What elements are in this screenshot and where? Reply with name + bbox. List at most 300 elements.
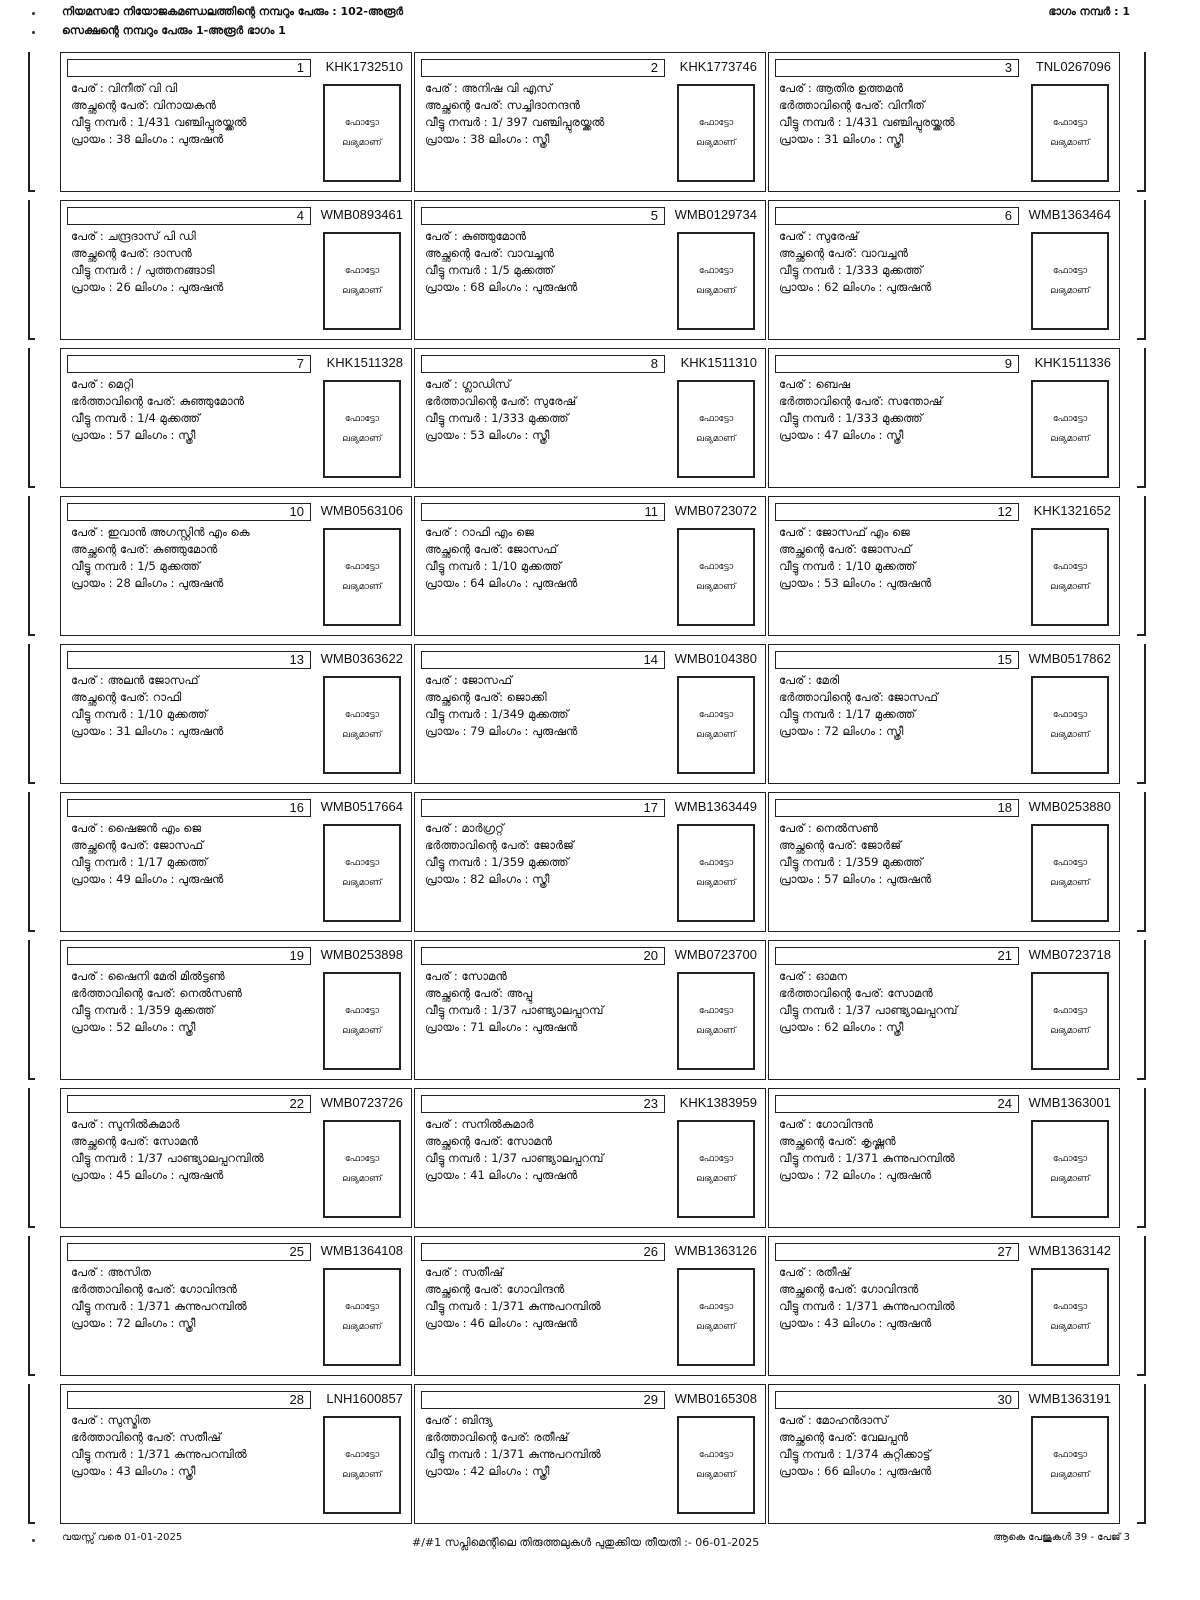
house-number: വീട്ടു നമ്പർ : 1/37 പാണ്ട്യാലപ്പറമ്പ് — [425, 1151, 604, 1165]
margin-dot — [32, 1539, 35, 1542]
epic-id: WMB0893461 — [320, 207, 403, 222]
photo-available-label: ലഭ്യമാണ് — [342, 1322, 382, 1332]
row-bracket-right — [1144, 792, 1146, 932]
epic-id: KHK1383959 — [679, 1095, 757, 1110]
photo-placeholder — [1031, 528, 1109, 626]
row-bracket-left — [28, 644, 30, 784]
age-gender: പ്രായം : 38 ലിംഗം : പുരുഷൻ — [71, 132, 224, 146]
photo-available-label: ലഭ്യമാണ് — [696, 434, 736, 444]
voter-card — [768, 1236, 1120, 1376]
photo-placeholder — [1031, 676, 1109, 774]
photo-label: ഫോട്ടോ — [1052, 1006, 1088, 1016]
voter-name: പേര് : സോമൻ — [425, 969, 507, 983]
photo-available-label: ലഭ്യമാണ് — [1050, 286, 1090, 296]
row-bracket-left — [28, 348, 30, 488]
voter-card — [414, 496, 766, 636]
photo-label: ഫോട്ടോ — [1052, 266, 1088, 276]
row-bracket-tick — [1137, 930, 1144, 932]
serial-number: 2 — [421, 59, 665, 77]
voter-name: പേര് : ചന്ദ്രദാസ് പി ഡി — [71, 229, 196, 243]
epic-id: KHK1773746 — [679, 59, 757, 74]
photo-placeholder — [323, 824, 401, 922]
relation-name: ഭർത്താവിന്റെ പേര്: ജോസഫ് — [779, 690, 938, 704]
photo-label: ഫോട്ടോ — [1052, 1154, 1088, 1164]
voter-name: പേര് : മോഹൻദാസ് — [779, 1413, 888, 1427]
voter-card — [768, 52, 1120, 192]
photo-label: ഫോട്ടോ — [698, 414, 734, 424]
photo-label: ഫോട്ടോ — [344, 858, 380, 868]
relation-name: ഭർത്താവിന്റെ പേര്: ജോർജ് — [425, 838, 574, 852]
voter-name: പേര് : വിനീത് വി വി — [71, 81, 178, 95]
photo-label: ഫോട്ടോ — [344, 1450, 380, 1460]
serial-number: 22 — [67, 1095, 311, 1113]
photo-available-label: ലഭ്യമാണ് — [342, 730, 382, 740]
voter-name: പേര് : മെറ്റി — [71, 377, 134, 391]
photo-placeholder — [677, 380, 755, 478]
serial-number: 26 — [421, 1243, 665, 1261]
serial-number: 18 — [775, 799, 1019, 817]
photo-placeholder — [677, 824, 755, 922]
epic-id: WMB0253898 — [320, 947, 403, 962]
house-number: വീട്ടു നമ്പർ : 1/359 മുക്കത്ത് — [425, 855, 569, 869]
age-gender: പ്രായം : 52 ലിംഗം : സ്ത്രീ — [71, 1020, 196, 1034]
voter-card — [414, 52, 766, 192]
house-number: വീട്ടു നമ്പർ : 1/371 കുന്നുപറമ്പിൽ — [779, 1299, 955, 1313]
photo-label: ഫോട്ടോ — [698, 710, 734, 720]
age-gender: പ്രായം : 72 ലിംഗം : പുരുഷൻ — [779, 1168, 932, 1182]
age-gender: പ്രായം : 68 ലിംഗം : പുരുഷൻ — [425, 280, 578, 294]
row-bracket-right — [1144, 52, 1146, 192]
voter-name: പേര് : ഷൈനി മേരി മിൽട്ടൺ — [71, 969, 225, 983]
serial-number: 28 — [67, 1391, 311, 1409]
photo-label: ഫോട്ടോ — [698, 1154, 734, 1164]
voter-name: പേര് : ഗ്ലാഡിസ് — [425, 377, 511, 391]
row-bracket-left — [28, 1088, 30, 1228]
photo-placeholder — [323, 1416, 401, 1514]
serial-number: 17 — [421, 799, 665, 817]
serial-number: 12 — [775, 503, 1019, 521]
relation-name: അച്ഛന്റെ പേര്: കൃഷ്ണൻ — [779, 1134, 896, 1148]
voter-name: പേര് : ഓമന — [779, 969, 848, 983]
house-number: വീട്ടു നമ്പർ : 1/359 മുക്കത്ത് — [779, 855, 923, 869]
photo-available-label: ലഭ്യമാണ് — [342, 878, 382, 888]
epic-id: WMB1363001 — [1028, 1095, 1111, 1110]
voter-card — [60, 644, 412, 784]
photo-available-label: ലഭ്യമാണ് — [696, 730, 736, 740]
photo-placeholder — [1031, 1416, 1109, 1514]
voter-card — [768, 1088, 1120, 1228]
epic-id: WMB0363622 — [320, 651, 403, 666]
voter-name: പേര് : ബിന്ദ്യ — [425, 1413, 493, 1427]
photo-placeholder — [1031, 1120, 1109, 1218]
voter-card — [60, 52, 412, 192]
house-number: വീട്ടു നമ്പർ : 1/5 മുക്കത്ത് — [425, 263, 554, 277]
epic-id: WMB1363464 — [1028, 207, 1111, 222]
photo-placeholder — [677, 1120, 755, 1218]
relation-name: ഭർത്താവിന്റെ പേര്: ഗോവിന്ദൻ — [71, 1282, 237, 1296]
serial-number: 16 — [67, 799, 311, 817]
relation-name: ഭർത്താവിന്റെ പേര്: കുഞ്ഞുമോൻ — [71, 394, 245, 408]
house-number: വീട്ടു നമ്പർ : 1/349 മുക്കത്ത് — [425, 707, 569, 721]
epic-id: WMB0104380 — [674, 651, 757, 666]
photo-label: ഫോട്ടോ — [698, 118, 734, 128]
epic-id: WMB1363126 — [674, 1243, 757, 1258]
voter-card — [414, 1088, 766, 1228]
house-number: വീട്ടു നമ്പർ : 1/371 കുന്നുപറമ്പിൽ — [779, 1151, 955, 1165]
serial-number: 21 — [775, 947, 1019, 965]
photo-placeholder — [677, 1416, 755, 1514]
voter-card — [768, 348, 1120, 488]
photo-available-label: ലഭ്യമാണ് — [1050, 434, 1090, 444]
relation-name: അച്ഛന്റെ പേര്: ദാസൻ — [71, 246, 192, 260]
photo-label: ഫോട്ടോ — [1052, 414, 1088, 424]
age-gender: പ്രായം : 53 ലിംഗം : സ്ത്രീ — [425, 428, 550, 442]
photo-available-label: ലഭ്യമാണ് — [342, 286, 382, 296]
photo-label: ഫോട്ടോ — [1052, 858, 1088, 868]
house-number: വീട്ടു നമ്പർ : 1/17 മുക്കത്ത് — [779, 707, 916, 721]
voter-name: പേര് : നെൽസൺ — [779, 821, 878, 835]
row-bracket-tick — [28, 782, 35, 784]
serial-number: 11 — [421, 503, 665, 521]
photo-label: ഫോട്ടോ — [698, 562, 734, 572]
voter-card — [414, 940, 766, 1080]
relation-name: അച്ഛന്റെ പേര്: ജോർജ് — [779, 838, 902, 852]
photo-available-label: ലഭ്യമാണ് — [696, 286, 736, 296]
row-bracket-right — [1144, 1088, 1146, 1228]
voter-card — [414, 348, 766, 488]
serial-number: 23 — [421, 1095, 665, 1113]
photo-available-label: ലഭ്യമാണ് — [696, 582, 736, 592]
serial-number: 6 — [775, 207, 1019, 225]
serial-number: 10 — [67, 503, 311, 521]
photo-available-label: ലഭ്യമാണ് — [1050, 730, 1090, 740]
voter-card — [60, 1384, 412, 1524]
epic-id: WMB1363449 — [674, 799, 757, 814]
voter-card — [60, 1088, 412, 1228]
row-bracket-tick — [28, 190, 35, 192]
house-number: വീട്ടു നമ്പർ : 1/37 പാണ്ട്യാലപ്പറമ്പ് — [425, 1003, 604, 1017]
epic-id: WMB0563106 — [320, 503, 403, 518]
age-gender: പ്രായം : 46 ലിംഗം : പുരുഷൻ — [425, 1316, 578, 1330]
serial-number: 14 — [421, 651, 665, 669]
photo-label: ഫോട്ടോ — [1052, 562, 1088, 572]
photo-placeholder — [1031, 84, 1109, 182]
photo-placeholder — [1031, 1268, 1109, 1366]
epic-id: WMB0723072 — [674, 503, 757, 518]
row-bracket-tick — [1137, 338, 1144, 340]
house-number: വീട്ടു നമ്പർ : 1/5 മുക്കത്ത് — [71, 559, 200, 573]
photo-label: ഫോട്ടോ — [344, 1154, 380, 1164]
row-bracket-left — [28, 792, 30, 932]
photo-available-label: ലഭ്യമാണ് — [342, 434, 382, 444]
serial-number: 8 — [421, 355, 665, 373]
relation-name: അച്ഛന്റെ പേര്: വാവച്ചൻ — [425, 246, 554, 260]
relation-name: അച്ഛന്റെ പേര്: ഗോവിന്ദൻ — [425, 1282, 565, 1296]
row-bracket-right — [1144, 496, 1146, 636]
voter-name: പേര് : സുനിൽകുമാർ — [71, 1117, 180, 1131]
serial-number: 30 — [775, 1391, 1019, 1409]
voter-card — [60, 348, 412, 488]
age-gender: പ്രായം : 26 ലിംഗം : പുരുഷൻ — [71, 280, 224, 294]
serial-number: 3 — [775, 59, 1019, 77]
photo-label: ഫോട്ടോ — [344, 1006, 380, 1016]
photo-placeholder — [677, 972, 755, 1070]
relation-name: അച്ഛന്റെ പേര്: അപ്പു — [425, 986, 533, 1000]
photo-available-label: ലഭ്യമാണ് — [1050, 1322, 1090, 1332]
relation-name: അച്ഛന്റെ പേര്: ഗോവിന്ദൻ — [779, 1282, 919, 1296]
voter-name: പേര് : ഗോവിന്ദൻ — [779, 1117, 874, 1131]
age-gender: പ്രായം : 49 ലിംഗം : പുരുഷൻ — [71, 872, 224, 886]
photo-label: ഫോട്ടോ — [1052, 710, 1088, 720]
row-bracket-tick — [28, 1522, 35, 1524]
voter-card — [414, 1236, 766, 1376]
relation-name: അച്ഛന്റെ പേര്: സോമൻ — [71, 1134, 199, 1148]
voter-name: പേര് : ആതിര ഉത്തമൻ — [779, 81, 904, 95]
row-bracket-left — [28, 1236, 30, 1376]
voter-name: പേര് : രതീഷ് — [779, 1265, 851, 1279]
photo-placeholder — [677, 232, 755, 330]
voter-name: പേര് : സനിൽകുമാർ — [425, 1117, 534, 1131]
voter-card — [60, 940, 412, 1080]
photo-available-label: ലഭ്യമാണ് — [696, 1322, 736, 1332]
page-counter: ആകെ പേജുകൾ 39 - പേജ് 3 — [993, 1532, 1130, 1543]
age-gender: പ്രായം : 82 ലിംഗം : സ്ത്രീ — [425, 872, 550, 886]
voter-card — [768, 644, 1120, 784]
voter-card — [414, 200, 766, 340]
row-bracket-tick — [28, 1078, 35, 1080]
serial-number: 1 — [67, 59, 311, 77]
photo-label: ഫോട്ടോ — [1052, 1302, 1088, 1312]
age-gender: പ്രായം : 38 ലിംഗം : സ്ത്രീ — [425, 132, 550, 146]
house-number: വീട്ടു നമ്പർ : 1/359 മുക്കത്ത് — [71, 1003, 215, 1017]
relation-name: ഭർത്താവിന്റെ പേര്: രതീഷ് — [425, 1430, 569, 1444]
margin-dot — [32, 31, 35, 34]
epic-id: WMB1363191 — [1028, 1391, 1111, 1406]
photo-available-label: ലഭ്യമാണ് — [696, 138, 736, 148]
serial-number: 7 — [67, 355, 311, 373]
relation-name: അച്ഛന്റെ പേര്: ജൊക്കി — [425, 690, 547, 704]
row-bracket-tick — [28, 1374, 35, 1376]
epic-id: WMB0723700 — [674, 947, 757, 962]
voter-name: പേര് : ജോസഫ് എം ജെ — [779, 525, 910, 539]
row-bracket-tick — [1137, 634, 1144, 636]
voter-card — [768, 1384, 1120, 1524]
photo-available-label: ലഭ്യമാണ് — [342, 1174, 382, 1184]
age-gender: പ്രായം : 45 ലിംഗം : പുരുഷൻ — [71, 1168, 224, 1182]
photo-placeholder — [323, 1120, 401, 1218]
epic-id: WMB0129734 — [674, 207, 757, 222]
voter-name: പേര് : അനിഷ വി എസ് — [425, 81, 552, 95]
epic-id: WMB0723718 — [1028, 947, 1111, 962]
serial-number: 25 — [67, 1243, 311, 1261]
photo-available-label: ലഭ്യമാണ് — [696, 1026, 736, 1036]
photo-placeholder — [323, 380, 401, 478]
photo-available-label: ലഭ്യമാണ് — [696, 1470, 736, 1480]
serial-number: 4 — [67, 207, 311, 225]
epic-id: KHK1321652 — [1033, 503, 1111, 518]
row-bracket-tick — [28, 1226, 35, 1228]
house-number: വീട്ടു നമ്പർ : 1/37 പാണ്ട്യാലപ്പറമ്പ് — [779, 1003, 958, 1017]
epic-id: WMB1364108 — [320, 1243, 403, 1258]
photo-available-label: ലഭ്യമാണ് — [1050, 1174, 1090, 1184]
house-number: വീട്ടു നമ്പർ : 1/371 കുന്നുപറമ്പിൽ — [425, 1447, 601, 1461]
photo-available-label: ലഭ്യമാണ് — [1050, 138, 1090, 148]
age-gender: പ്രായം : 62 ലിംഗം : സ്ത്രീ — [779, 1020, 904, 1034]
epic-id: WMB0517862 — [1028, 651, 1111, 666]
photo-label: ഫോട്ടോ — [1052, 118, 1088, 128]
photo-available-label: ലഭ്യമാണ് — [696, 878, 736, 888]
age-gender: പ്രായം : 62 ലിംഗം : പുരുഷൻ — [779, 280, 932, 294]
row-bracket-right — [1144, 644, 1146, 784]
part-number: ഭാഗം നമ്പർ : 1 — [1048, 5, 1130, 18]
voter-name: പേര് : ബെഷ — [779, 377, 851, 391]
house-number: വീട്ടു നമ്പർ : 1/371 കുന്നുപറമ്പിൽ — [71, 1299, 247, 1313]
age-gender: പ്രായം : 57 ലിംഗം : പുരുഷൻ — [779, 872, 932, 886]
serial-number: 15 — [775, 651, 1019, 669]
voter-card — [414, 792, 766, 932]
epic-id: WMB1363142 — [1028, 1243, 1111, 1258]
voter-name: പേര് : റാഫി എം ജെ — [425, 525, 534, 539]
photo-placeholder — [1031, 824, 1109, 922]
epic-id: KHK1511328 — [326, 355, 403, 370]
serial-number: 13 — [67, 651, 311, 669]
relation-name: അച്ഛന്റെ പേര്: റാഫി — [71, 690, 182, 704]
constituency-title: നിയമസഭാ നിയോജകമണ്ഡലത്തിന്റെ നമ്പറും പേരും : 102-അരൂർ — [62, 5, 404, 18]
voter-name: പേര് : ഇവാൻ അഗസ്റ്റിൻ എം കെ — [71, 525, 250, 539]
age-gender: പ്രായം : 66 ലിംഗം : പുരുഷൻ — [779, 1464, 932, 1478]
row-bracket-tick — [28, 634, 35, 636]
age-gender: പ്രായം : 72 ലിംഗം : സ്ത്രീ — [71, 1316, 196, 1330]
age-gender: പ്രായം : 47 ലിംഗം : സ്ത്രീ — [779, 428, 904, 442]
relation-name: അച്ഛന്റെ പേര്: ജോസഫ് — [425, 542, 558, 556]
age-gender: പ്രായം : 64 ലിംഗം : പുരുഷൻ — [425, 576, 578, 590]
epic-id: WMB0253880 — [1028, 799, 1111, 814]
relation-name: ഭർത്താവിന്റെ പേര്: നെൽസൺ — [71, 986, 242, 1000]
age-as-of-date: വയസ്സ് വരെ 01-01-2025 — [62, 1532, 183, 1543]
serial-number: 20 — [421, 947, 665, 965]
relation-name: അച്ഛന്റെ പേര്: കുഞ്ഞുമോൻ — [71, 542, 218, 556]
epic-id: KHK1732510 — [325, 59, 403, 74]
age-gender: പ്രായം : 31 ലിംഗം : സ്ത്രീ — [779, 132, 904, 146]
voter-card — [60, 1236, 412, 1376]
row-bracket-right — [1144, 1236, 1146, 1376]
photo-label: ഫോട്ടോ — [698, 1302, 734, 1312]
photo-label: ഫോട്ടോ — [344, 266, 380, 276]
house-number: വീട്ടു നമ്പർ : / പുത്തനങ്ങാടി — [71, 263, 215, 277]
epic-id: LNH1600857 — [326, 1391, 403, 1406]
house-number: വീട്ടു നമ്പർ : 1/10 മുക്കത്ത് — [425, 559, 562, 573]
relation-name: ഭർത്താവിന്റെ പേര്: വിനീത് — [779, 98, 925, 112]
row-bracket-left — [28, 940, 30, 1080]
row-bracket-left — [28, 1384, 30, 1524]
photo-available-label: ലഭ്യമാണ് — [696, 1174, 736, 1184]
relation-name: അച്ഛന്റെ പേര്: വേലപ്പൻ — [779, 1430, 909, 1444]
house-number: വീട്ടു നമ്പർ : 1/4 മുക്കത്ത് — [71, 411, 200, 425]
photo-available-label: ലഭ്യമാണ് — [1050, 582, 1090, 592]
supplement-revision: #/#1 സപ്ലിമെന്റിലെ തിരുത്തലുകൾ പുതുക്കിയ തീയതി :- 06-01-2025 — [412, 1536, 760, 1549]
house-number: വീട്ടു നമ്പർ : 1/17 മുക്കത്ത് — [71, 855, 208, 869]
voter-name: പേര് : കുഞ്ഞുമോൻ — [425, 229, 527, 243]
row-bracket-right — [1144, 1384, 1146, 1524]
relation-name: അച്ഛന്റെ പേര്: വാവച്ചൻ — [779, 246, 908, 260]
row-bracket-tick — [1137, 1226, 1144, 1228]
epic-id: KHK1511310 — [680, 355, 757, 370]
voter-card — [768, 200, 1120, 340]
row-bracket-tick — [28, 930, 35, 932]
row-bracket-tick — [28, 338, 35, 340]
photo-placeholder — [677, 676, 755, 774]
voter-name: പേര് : അസിത — [71, 1265, 151, 1279]
row-bracket-tick — [1137, 1078, 1144, 1080]
serial-number: 29 — [421, 1391, 665, 1409]
age-gender: പ്രായം : 43 ലിംഗം : പുരുഷൻ — [779, 1316, 932, 1330]
voter-card — [60, 200, 412, 340]
relation-name: അച്ഛന്റെ പേര്: സച്ചിദാനന്ദൻ — [425, 98, 580, 112]
row-bracket-tick — [1137, 1522, 1144, 1524]
relation-name: അച്ഛന്റെ പേര്: സോമൻ — [425, 1134, 553, 1148]
photo-placeholder — [323, 528, 401, 626]
photo-label: ഫോട്ടോ — [344, 710, 380, 720]
photo-placeholder — [677, 84, 755, 182]
voter-name: പേര് : അലൻ ജോസഫ് — [71, 673, 199, 687]
photo-label: ഫോട്ടോ — [344, 562, 380, 572]
epic-id: KHK1511336 — [1034, 355, 1111, 370]
photo-label: ഫോട്ടോ — [698, 1450, 734, 1460]
relation-name: ഭർത്താവിന്റെ പേര്: സതീഷ് — [71, 1430, 221, 1444]
photo-placeholder — [323, 84, 401, 182]
house-number: വീട്ടു നമ്പർ : 1/371 കുന്നുപറമ്പിൽ — [71, 1447, 247, 1461]
house-number: വീട്ടു നമ്പർ : 1/10 മുക്കത്ത് — [779, 559, 916, 573]
photo-label: ഫോട്ടോ — [1052, 1450, 1088, 1460]
voter-name: പേര് : സതീഷ് — [425, 1265, 503, 1279]
photo-placeholder — [1031, 380, 1109, 478]
serial-number: 19 — [67, 947, 311, 965]
photo-label: ഫോട്ടോ — [344, 414, 380, 424]
serial-number: 9 — [775, 355, 1019, 373]
age-gender: പ്രായം : 41 ലിംഗം : പുരുഷൻ — [425, 1168, 578, 1182]
row-bracket-left — [28, 52, 30, 192]
photo-available-label: ലഭ്യമാണ് — [1050, 1026, 1090, 1036]
voter-card — [414, 644, 766, 784]
voter-card — [768, 496, 1120, 636]
voter-name: പേര് : മാർഗ്രറ്റ് — [425, 821, 504, 835]
photo-placeholder — [323, 232, 401, 330]
photo-label: ഫോട്ടോ — [698, 858, 734, 868]
house-number: വീട്ടു നമ്പർ : 1/374 കുറ്റിക്കാട്ട് — [779, 1447, 931, 1461]
age-gender: പ്രായം : 42 ലിംഗം : സ്ത്രീ — [425, 1464, 550, 1478]
photo-placeholder — [677, 1268, 755, 1366]
photo-placeholder — [677, 528, 755, 626]
voter-card — [414, 1384, 766, 1524]
photo-available-label: ലഭ്യമാണ് — [342, 138, 382, 148]
row-bracket-right — [1144, 348, 1146, 488]
serial-number: 5 — [421, 207, 665, 225]
serial-number: 27 — [775, 1243, 1019, 1261]
age-gender: പ്രായം : 71 ലിംഗം : പുരുഷൻ — [425, 1020, 578, 1034]
relation-name: ഭർത്താവിന്റെ പേര്: സുരേഷ് — [425, 394, 577, 408]
serial-number: 24 — [775, 1095, 1019, 1113]
photo-placeholder — [1031, 232, 1109, 330]
voter-name: പേര് : മേരി — [779, 673, 840, 687]
photo-placeholder — [323, 1268, 401, 1366]
age-gender: പ്രായം : 31 ലിംഗം : പുരുഷൻ — [71, 724, 224, 738]
house-number: വീട്ടു നമ്പർ : 1/431 വഞ്ചിപ്പുരയ്ക്കൽ — [71, 115, 247, 129]
house-number: വീട്ടു നമ്പർ : 1/431 വഞ്ചിപ്പുരയ്ക്കൽ — [779, 115, 955, 129]
relation-name: അച്ഛന്റെ പേര്: ജോസഫ് — [779, 542, 912, 556]
age-gender: പ്രായം : 72 ലിംഗം : സ്ത്രീ — [779, 724, 904, 738]
relation-name: ഭർത്താവിന്റെ പേര്: സന്തോഷ് — [779, 394, 943, 408]
photo-label: ഫോട്ടോ — [344, 118, 380, 128]
